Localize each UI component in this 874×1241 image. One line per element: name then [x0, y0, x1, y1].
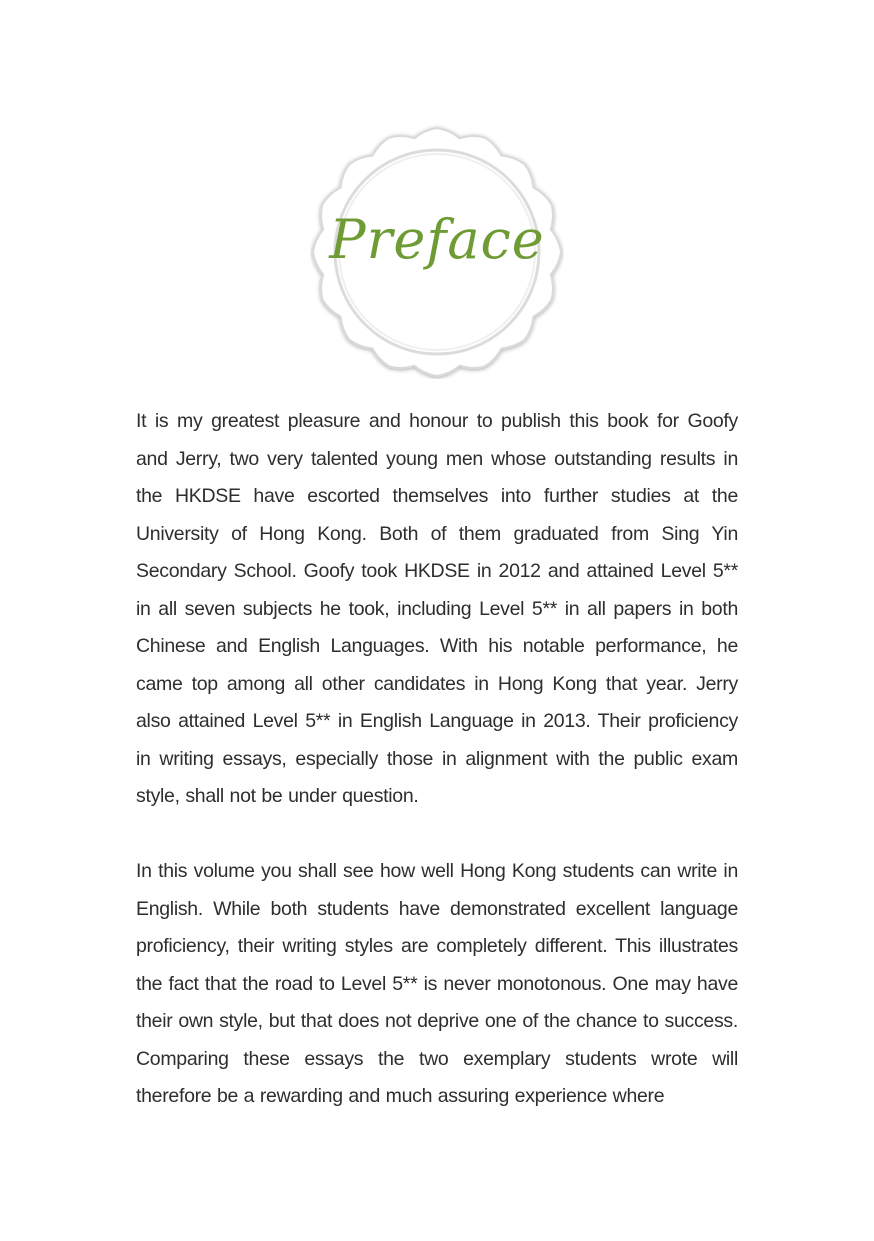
body-text: [136, 403, 738, 1116]
page-title: Preface: [329, 208, 545, 271]
paragraph: In this volume you shall see how well Hong Kong students can write in English. While both students have demonstrated excellent language proficiency, their writing styles are completely different. This illustrates the fact that the road to Level 5** is never monotonous. One may have their own style, but that does not deprive one of the chance to success. Comparing these essays the two exemplary students wrote will therefore be a rewarding and much assuring experience where: [136, 860, 738, 1107]
preface-badge: [310, 125, 564, 379]
paragraph: It is my greatest pleasure and honour to publish this book for Goofy and Jerry, two very talented young men whose outstanding results in the HKDSE have escorted themselves into further studies at the University of Hong Kong. Both of them graduated from Sing Yin Secondary School. Goofy took HKDSE in 2012 and attained Level 5** in all seven subjects he took, including Level 5** in all papers in both Chinese and English Languages. With his notable performance, he came top among all other candidates in Hong Kong that year. Jerry also attained Level 5** in English Language in 2013. Their proficiency in writing essays, especially those in alignment with the public exam style, shall not be under question.: [136, 410, 738, 807]
